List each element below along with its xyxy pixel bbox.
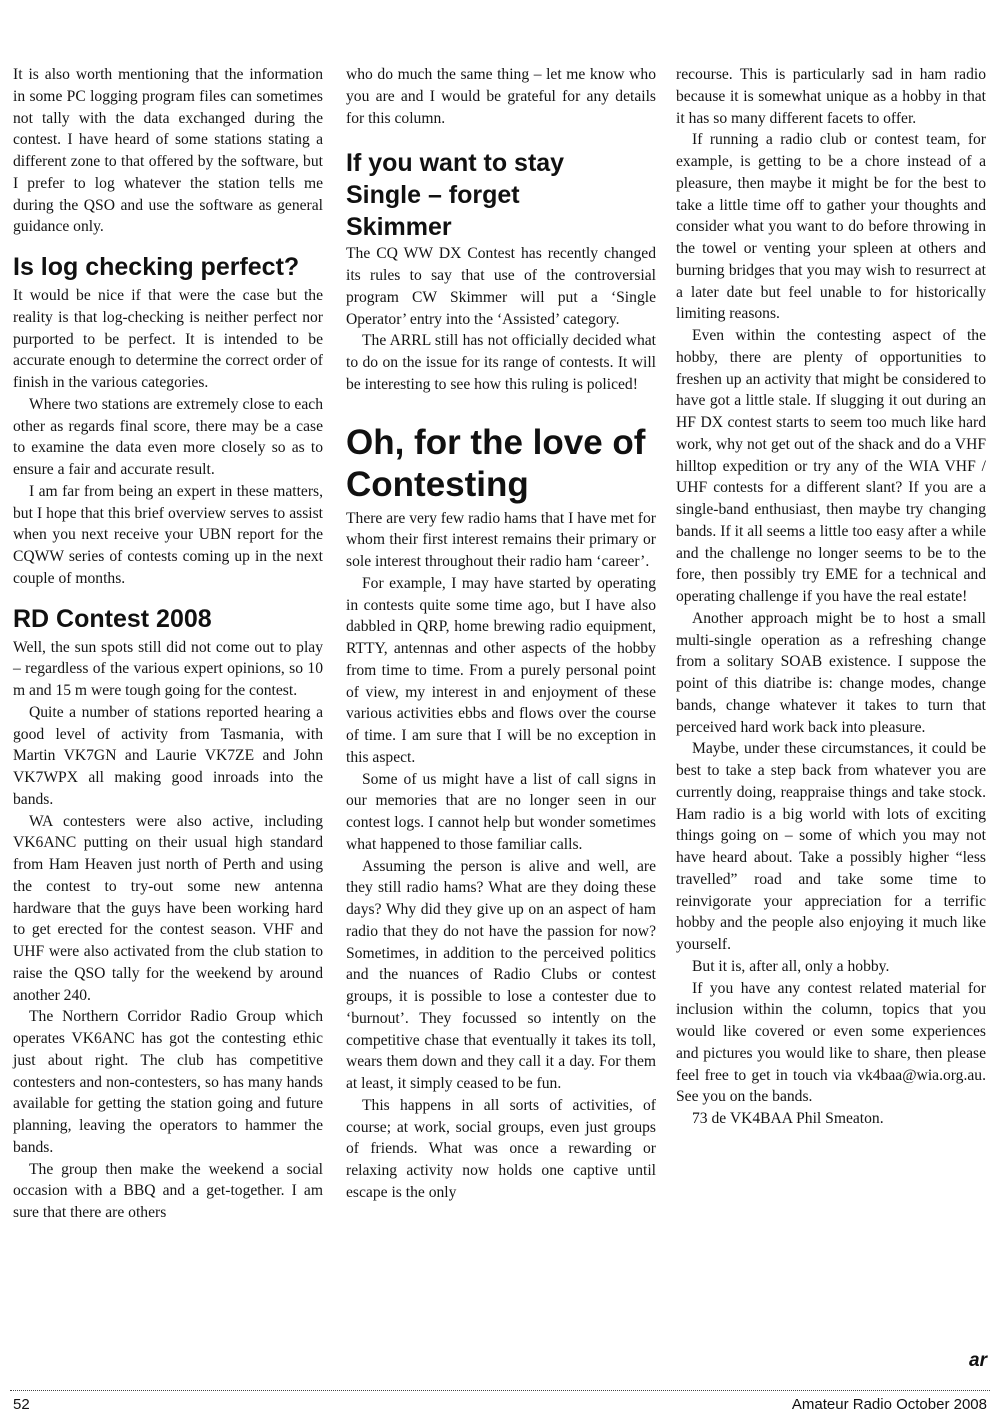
body-paragraph: Another approach might be to host a small multi-single operation as a refreshing change from a solitary SOAB existence. I suppose the point of this diatribe is: change modes, change bands, change whatever it takes to turn that perceived hard work back into pleasure. [676,609,986,736]
heading-line: Oh, for the love of [346,422,646,462]
ar-end-logo: ar [969,1350,987,1371]
body-paragraph: The group then make the weekend a social occasion with a BBQ and a get-together. I am sure that there are others [13,1160,323,1221]
body-paragraph: For example, I may have started by operating in contests quite some time ago, but I have also dabbled in QRP, home brewing radio equipment, RTTY, antennas and other aspects of the hobby from time to time. From a purely personal point of view, my interest in and enjoyment of these various activities ebbs and flows over the course of time. I am sure that I will be no exception in this aspect. [346,574,656,766]
body-paragraph: It is also worth mentioning that the information in some PC logging program files can sometimes not tally with the data exchanged during the contest. I have heard of some stations stating a different zone to that offered by the software, but I prefer to log whatever the station tells me during the QSO and use the software as general guidance only. [13,66,323,236]
heading-line: Single – forget [346,181,520,210]
body-paragraph: Where two stations are extremely close to each other as regards final score, there may be a case to examine the data even more closely so as to ensure a fair and accurate result. [13,395,323,478]
body-paragraph: It would be nice if that were the case but the reality is that log-checking is neither perfect nor purported to be perfect. It is intended to be accurate enough to determine the correct order of finish in the various categories. [13,287,323,391]
body-paragraph: The ARRL still has not officially decided what to do on the issue for its range of contests. It will be interesting to see how this ruling is policed! [346,332,656,393]
section-heading-skimmer [346,147,656,243]
body-paragraph: WA contesters were also active, including VK6ANC putting on their usual high standard from Ham Heaven just north of Perth and using the contest to try-out some new antenna hardware that the guys have been working hard to get erected for the contest season. VHF and UHF were also activated from the club station to raise the QSO tally for the weekend by around another 240. [13,812,323,1004]
author-signoff: 73 de VK4BAA Phil Smeaton. [692,1110,884,1127]
page-number: 52 [13,1396,30,1413]
body-paragraph: I am far from being an expert in these matters, but I hope that this brief overview serves to assist when you next receive your UBN report for the CQWW series of contests coming up in the next couple of months. [13,482,323,587]
body-paragraph: Quite a number of stations reported hearing a good level of activity from Tasmania, with Martin VK7GN and Laurie VK7ZE and John VK7WPX all making good inroads into the bands. [13,703,323,808]
body-paragraph: If you have any contest related material for inclusion within the column, topics that you would like covered or even some experiences and pictures you would like to share, then please feel free to get in touch via vk4baa@wia.org.au. See you on the bands. [676,979,986,1106]
body-paragraph: Even within the contesting aspect of the hobby, there are plenty of opportunities to freshen up an activity that might be considered to have got a little stale. If slugging it out during an HF DX contest starts to seem too much like hard work, why not get out of the shack and do a VHF hilltop expedition or try any of the WIA VHF / UHF contests for a different slant? If you are a single-band enthusiast, then maybe try changing bands. If it all seems a little too easy after a while and the challenge no longer seems to be to the fore, then possibly try EME for a technical and operating challenge if you have the real estate! [676,327,986,605]
body-paragraph: The Northern Corridor Radio Group which operates VK6ANC has got the contesting ethic just about right. The club has competitive contesters and non-contesters, so has many hands available for getting the station going and future planning, leaving the operators to hammer the bands. [13,1008,323,1156]
body-paragraph: If running a radio club or contest team, for example, is getting to be a chore instead of a pleasure, then maybe it might be for the best to take a little time off to gather your thoughts and consider what you want to do before throwing in the towel or venting your spleen at others and burning bridges that you may wish to resurrect at a later date but feel unable to for historically limiting reasons. [676,131,986,323]
body-paragraph: Maybe, under these circumstances, it could be best to take a step back from whatever you are currently doing, reappraise things and take stock. Ham radio is a big world with lots of exciting things going on – some of which you may not have heard about. Take a possibly higher “less travelled” road and take some time to reinvigorate your appreciation for a terrific hobby and the people also enjoying it much like yourself. [676,740,986,953]
magazine-issue: Amateur Radio October 2008 [791,1396,987,1413]
body-paragraph: This happens in all sorts of activities, of course; at work, social groups, even just groups of friends. What was once a rewarding or relaxing activity now holds one captive until escape is the only [346,1096,656,1201]
body-paragraph: There are very few radio hams that I have met for whom their first interest remains their primary or sole interest throughout their radio ham ‘career’. [346,509,656,570]
body-paragraph: But it is, after all, only a hobby. [692,957,890,975]
body-paragraph: Some of us might have a list of call signs in our memories that are no longer seen in our contest logs. I cannot help but wonder sometimes what happened to those familiar calls. [346,770,656,853]
body-paragraph: recourse. This is particularly sad in ham radio because it is somewhat unique as a hobby in that it has so many different facets to offer. [676,66,986,127]
column-1 [13,64,323,1224]
body-paragraph: Assuming the person is alive and well, are they still radio hams? What are they doing these days? Why did they give up on an aspect of ham radio that they do not have the passion for now? Sometimes, in addition to the perceived politics and the nuances of Radio Clubs or contest groups, it is possible to lose a contester due to ‘burnout’. They focussed so intently on the competitive chase that eventually it takes its toll, wears them down and they call it a day. For them at least, it simply ceased to be fun. [346,857,656,1092]
footer-divider [10,1390,990,1391]
section-heading-love-of-contesting [346,422,656,506]
heading-line: Skimmer [346,213,452,242]
section-heading-log-checking: Is log checking perfect? [13,253,300,281]
column-3 [676,64,986,1130]
body-paragraph: who do much the same thing – let me know who you are and I would be grateful for any details for this column. [346,66,656,127]
heading-line: Contesting [346,464,529,504]
body-paragraph: The CQ WW DX Contest has recently changed its rules to say that use of the controversial program CW Skimmer will put a ‘Single Operator’ entry into the ‘Assisted’ category. [346,245,656,328]
column-2 [346,64,656,1204]
section-heading-rd-contest: RD Contest 2008 [13,604,212,633]
body-paragraph: Well, the sun spots still did not come out to play – regardless of the various expert opinions, so 10 m and 15 m were tough going for the contest. [13,638,323,699]
heading-line: If you want to stay [346,149,565,178]
